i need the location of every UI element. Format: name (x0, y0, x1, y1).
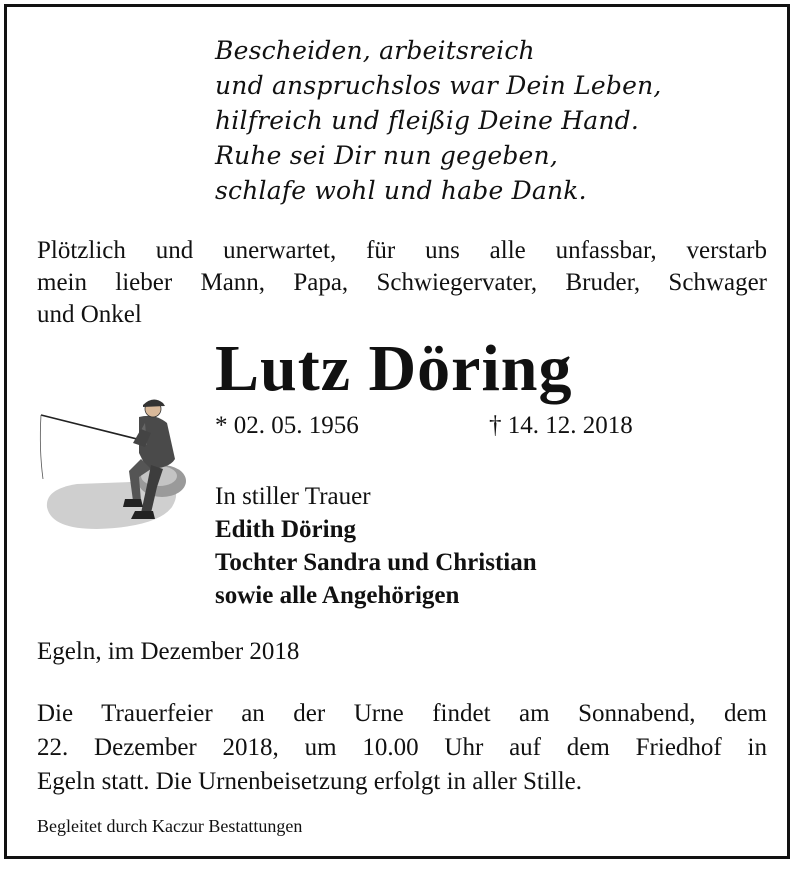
announcement-line: Plötzlich und unerwartet, für uns alle unfassbar, verstarb (37, 237, 767, 264)
mourner-name: Tochter Sandra und Christian (215, 549, 537, 576)
poem-line: und anspruchslos war Dein Leben, (215, 71, 662, 100)
announcement-line: mein lieber Mann, Papa, Schwiegervater, Bruder, Schwager (37, 269, 767, 296)
service-line: Die Trauerfeier an der Urne findet am Sonnabend, dem (37, 700, 767, 727)
mourners-block (215, 480, 537, 612)
announcement-text (37, 235, 767, 299)
mourner-name: Edith Döring (215, 516, 357, 543)
undertaker-credit: Begleitet durch Kaczur Bestattungen (37, 816, 303, 836)
service-line: 22. Dezember 2018, um 10.00 Uhr auf dem Friedhof in (37, 734, 767, 761)
fisherman-illustration-icon (37, 389, 207, 534)
poem-line: Bescheiden, arbeitsreich (215, 36, 535, 65)
mourner-name: sowie alle Angehörigen (215, 582, 460, 609)
poem-line: schlafe wohl und habe Dank. (215, 176, 587, 205)
memorial-poem (215, 33, 735, 208)
obituary-notice (4, 4, 790, 859)
birth-date: * 02. 05. 1956 (215, 412, 359, 439)
service-line: Egeln statt. Die Urnenbeisetzung erfolgt in aller Stille. (37, 768, 582, 795)
poem-line: hilfreich und fleißig Deine Hand. (215, 106, 640, 135)
funeral-service-info (37, 697, 767, 765)
deceased-name: Lutz Döring (215, 332, 573, 405)
poem-line: Ruhe sei Dir nun gegeben, (215, 141, 558, 170)
life-dates (215, 409, 633, 443)
mourning-phrase: In stiller Trauer (215, 483, 371, 510)
place-and-date: Egeln, im Dezember 2018 (37, 638, 300, 665)
announcement-line: und Onkel (37, 301, 142, 328)
death-date: † 14. 12. 2018 (489, 412, 633, 439)
